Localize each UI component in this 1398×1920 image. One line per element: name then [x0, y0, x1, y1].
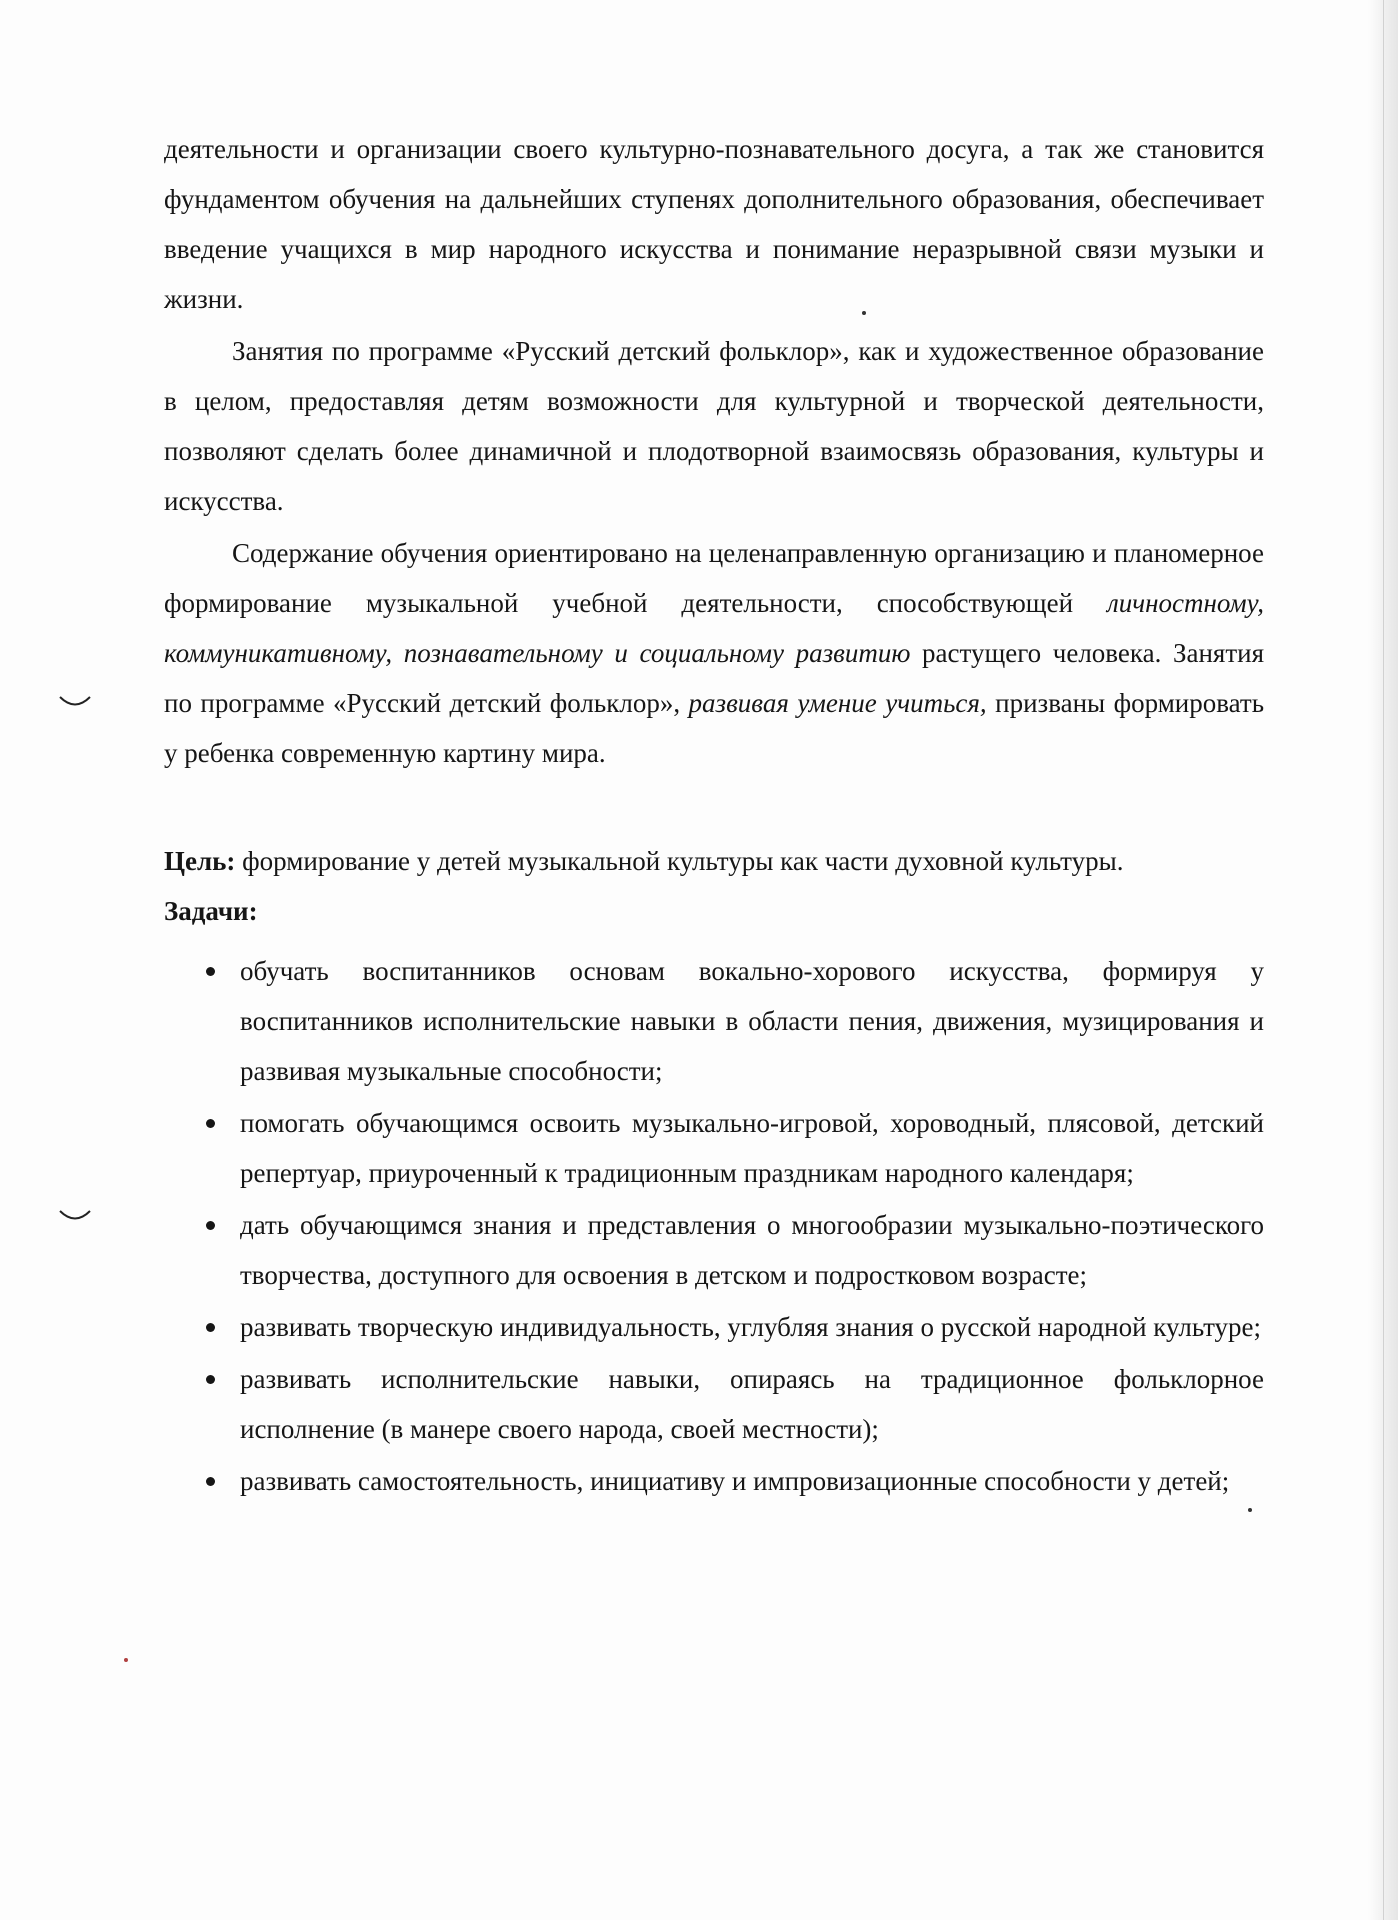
paragraph-2-block — [164, 326, 1264, 526]
list-item — [164, 1302, 1264, 1352]
task-text: дать обучающимся знания и представления о многообразии музыкально-поэтического творчества, доступного для освоения в детском и подростковом возрасте; — [240, 1210, 1264, 1290]
page-edge-line — [1383, 0, 1384, 1920]
list-item — [164, 1200, 1264, 1300]
bullet-icon — [206, 1221, 215, 1230]
task-text: обучать воспитанников основам вокально-хорового искусства, формируя у воспитанников исполнительские навыки в области пения, движения, музицирования и развивая музыкальные способности; — [240, 956, 1264, 1086]
bullet-icon — [206, 1375, 215, 1384]
paragraph-3 — [164, 528, 1264, 778]
goal-line — [164, 836, 1264, 886]
goal-label: Цель: — [164, 846, 236, 876]
list-item — [164, 1354, 1264, 1454]
bullet-icon — [206, 1323, 215, 1332]
bullet-icon — [206, 967, 215, 976]
paragraph-3-italic-2: развивая умение учиться, — [688, 688, 987, 718]
paragraph-3-italic-1: личностному, коммуникативному, познавательному и социальному развитию — [164, 588, 1265, 668]
bullet-icon — [206, 1119, 215, 1128]
task-text: развивать исполнительские навыки, опираясь на традиционное фольклорное исполнение (в манере своего народа, своей местности); — [240, 1364, 1264, 1444]
paragraph-2: Занятия по программе «Русский детский фольклор», как и художественное образование в целом, предоставляя детям возможности для культурной и творческой деятельности, позволяют сделать более динамичной и плодотворной взаимосвязь образования, культуры и искусства. — [164, 336, 1264, 516]
bullet-icon — [206, 1477, 215, 1486]
paragraph-3-part-3: растущего человека. Занятия по программе «Русский детский фольклор», — [164, 638, 1264, 718]
tasks-list — [164, 946, 1264, 1508]
margin-mark — [58, 1208, 92, 1222]
goal-text: формирование у детей музыкальной культуры как части духовной культуры. — [242, 846, 1124, 876]
task-text: помогать обучающимся освоить музыкально-игровой, хороводный, плясовой, детский репертуар, приуроченный к традиционным праздникам народного календаря; — [240, 1108, 1264, 1188]
list-item — [164, 946, 1264, 1096]
margin-mark — [58, 694, 92, 708]
intro-paragraph-block — [164, 124, 1264, 324]
tasks-heading: Задачи: — [164, 896, 258, 926]
task-text: развивать самостоятельность, инициативу и импровизационные способности у детей; — [240, 1466, 1230, 1496]
speck-mark — [1248, 1508, 1252, 1512]
paragraph-3-part-5: призваны формировать у ребенка современную картину мира. — [164, 688, 1265, 768]
intro-paragraph: деятельности и организации своего культурно-познавательного досуга, а так же становится фундаментом обучения на дальнейших ступенях дополнительного образования, обеспечивает введение учащихся в мир народного искусства и понимание неразрывной связи музыки и жизни. — [164, 134, 1264, 314]
paragraph-3-part-1: Содержание обучения ориентировано на целенаправленную организацию и планомерное формирование музыкальной учебной деятельности, способствующей — [164, 538, 1264, 618]
speck-mark — [124, 1658, 128, 1662]
task-text: развивать творческую индивидуальность, углубляя знания о русской народной культуре; — [240, 1312, 1262, 1342]
paragraph-3-block — [164, 528, 1264, 778]
list-item — [164, 1456, 1264, 1506]
goal-block — [164, 836, 1264, 936]
list-item — [164, 1098, 1264, 1198]
